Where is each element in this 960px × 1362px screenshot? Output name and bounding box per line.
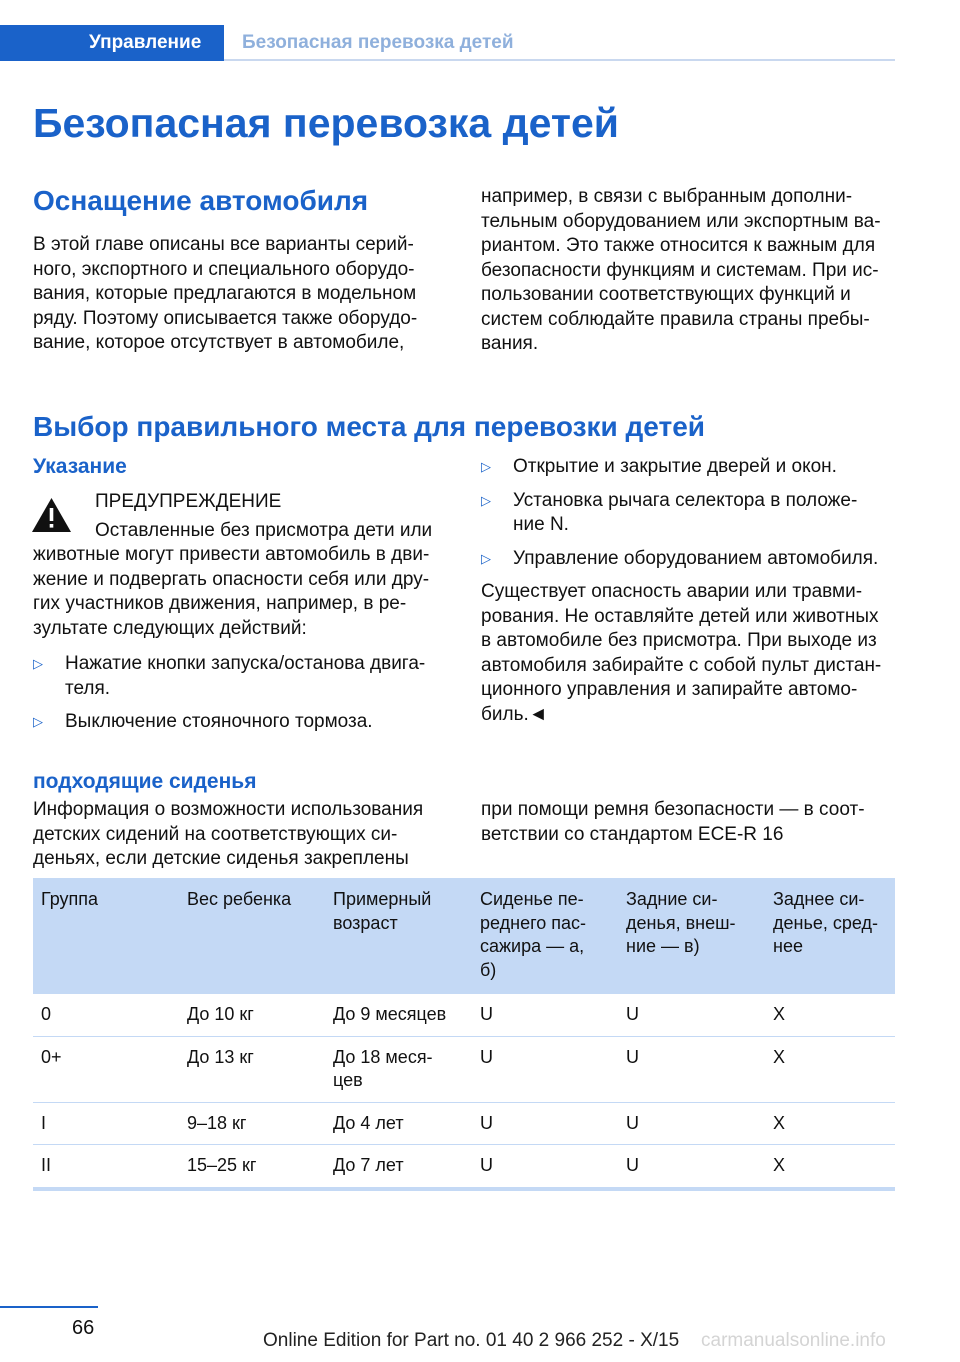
suitable-seats-heading: подходящие сиденья <box>33 770 257 793</box>
suitable-seats-text-left: Информация о возможности использования детских сидений на соответствующих си‐ деньях, если детские сиденья закреплены <box>33 799 424 869</box>
table-row <box>33 1145 895 1189</box>
footer-rule <box>0 1306 98 1308</box>
table-cell: До 9 месяцев <box>325 994 472 1036</box>
table-cell: U <box>618 1145 765 1189</box>
seat-place-heading: Выбор правильного места для перевозки детей <box>33 411 705 442</box>
table-row <box>33 1036 895 1102</box>
triangle-bullet-icon: ▷ <box>481 550 491 566</box>
table-cell: U <box>618 1036 765 1102</box>
list-item: ▷ Открытие и закрытие дверей и окон. <box>481 455 899 480</box>
table-cell: 0 <box>33 994 179 1036</box>
table-cell: 15–25 кг <box>179 1145 325 1189</box>
table-cell: U <box>472 1102 618 1145</box>
chapter-tab[interactable]: Управление <box>0 25 224 61</box>
child-seat-table <box>33 878 895 1191</box>
column-header-weight: Вес ребенка <box>179 878 325 994</box>
table-header-row <box>33 878 895 994</box>
triangle-bullet-icon: ▷ <box>33 656 43 671</box>
table-cell: U <box>472 994 618 1036</box>
column-header-age: Примерный возраст <box>325 878 472 994</box>
list-item: ▷ Выключение стояночного тормоза. <box>33 710 458 735</box>
watermark: carmanualsonline.info <box>701 1330 886 1351</box>
triangle-bullet-icon: ▷ <box>481 492 491 508</box>
warning-block: ПРЕДУПРЕЖДЕНИЕ Оставленные без присмотра дети или животные могут привести автомобиль в дви‐ жение и подвергать опасности себя или дру‐ гих участников движения, например, в ре‐ зультате следующих действий: ▷ Нажатие кнопки запуска/останова двига‐ теля. ▷ Выключение стояночного тормоза. <box>33 490 458 735</box>
table-cell: U <box>618 994 765 1036</box>
list-item: ▷ Установка рычага селектора в положе‐ ние N. <box>481 489 858 535</box>
triangle-bullet-icon: ▷ <box>481 459 491 474</box>
table-cell: X <box>765 1145 895 1189</box>
column-header-rear-middle: Заднее си‐ денье, сред‐ нее <box>765 878 895 994</box>
table-cell: U <box>472 1036 618 1102</box>
table-cell: X <box>765 994 895 1036</box>
equipment-text-right: например, в связи с выбранным дополни‐ тельным оборудованием или экспортным ва‐ риантом. Это также относится к важным для безопасности функциям и системам. При ис‐ пользовании соответствующих функций и систем соблюдайте правила страны пребы‐ вания. <box>481 186 881 354</box>
table-cell: U <box>472 1145 618 1189</box>
note-heading: Указание <box>33 455 127 478</box>
table-row <box>33 1102 895 1145</box>
list-item: ▷ Нажатие кнопки запуска/останова двига‐ теля. <box>33 653 426 699</box>
header-rule <box>224 59 895 61</box>
table-cell: X <box>765 1036 895 1102</box>
table-cell: До 10 кг <box>179 994 325 1036</box>
edition-note: Online Edition for Part no. 01 40 2 966 252 - X/15 <box>263 1330 680 1351</box>
page-number: 66 <box>72 1317 95 1339</box>
table-cell: X <box>765 1102 895 1145</box>
table-cell: До 7 лет <box>325 1145 472 1189</box>
suitable-seats-text-right: при помощи ремня безопасности — в соот‐ ветствии со стандартом ECE-R 16 <box>481 799 865 845</box>
column-header-front-seat: Сиденье пе‐ реднего пас‐ сажира — а, б) <box>472 878 618 994</box>
table-row <box>33 994 895 1036</box>
triangle-bullet-icon: ▷ <box>33 714 43 729</box>
page-title: Безопасная перевозка детей <box>33 100 619 146</box>
list-item: ▷ Управление оборудованием автомобиля. <box>481 547 899 572</box>
table-cell: I <box>33 1102 179 1145</box>
table-cell: До 4 лет <box>325 1102 472 1145</box>
equipment-text-left: В этой главе описаны все варианты серий‐ ного, экспортного и специального оборудо‐ вания, которые предлагаются в модельном ряду. Поэтому описывается также оборудо‐ вание, которое отсутствует в автомобиле, <box>33 234 418 353</box>
table-cell: U <box>618 1102 765 1145</box>
table-cell: II <box>33 1145 179 1189</box>
equipment-heading: Оснащение автомобиля <box>33 185 369 216</box>
section-breadcrumb[interactable]: Безопасная перевозка детей <box>242 32 514 53</box>
table-cell: До 18 меся‐ цев <box>325 1036 472 1102</box>
column-header-rear-outer: Задние си‐ денья, внеш‐ ние — в) <box>618 878 765 994</box>
warning-label: ПРЕДУПРЕЖДЕНИЕ <box>95 491 282 512</box>
table-cell: 9–18 кг <box>179 1102 325 1145</box>
table-cell: До 13 кг <box>179 1036 325 1102</box>
seat-place-text-right <box>481 446 899 727</box>
column-header-group: Группа <box>33 878 179 994</box>
table-cell: 0+ <box>33 1036 179 1102</box>
hazard-paragraph: Существует опасность аварии или травми‐ рования. Не оставляйте детей или животных в автомобиле без присмотра. При выходе из автомобиля забирайте с собой пульт дистан‐ ционного управления и запирайте автомо‐ биль.◄ <box>481 581 882 725</box>
